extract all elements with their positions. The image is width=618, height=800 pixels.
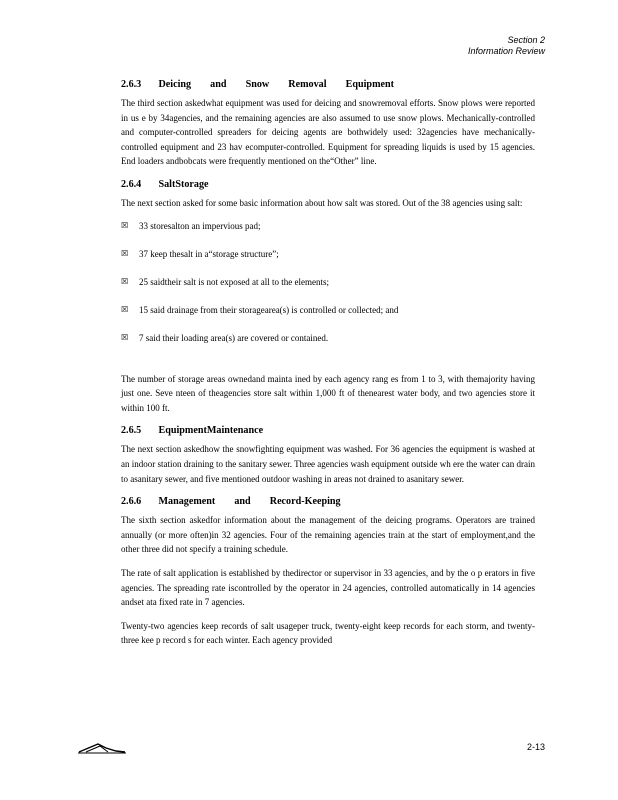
checkbox-bullet-icon: ☒: [121, 248, 129, 258]
section-heading: [121, 424, 502, 436]
list-item: [121, 332, 535, 360]
paragraph: The rate of salt application is established by thedirector or supervisor in 33 agencies, and by the o p erators in five agencies. The spreading rate iscontrolled by the operator in 24 agencies, controlled automatically in 14 agencies andset ata fixed rate in 7 agencies.: [121, 567, 535, 608]
page-number: 2-13: [526, 742, 545, 752]
section-number: 2.6.5: [121, 424, 142, 437]
header-section: Section 2: [507, 35, 545, 45]
section-title: Management and Record-Keeping: [158, 495, 341, 508]
section-title: SaltStorage: [158, 177, 209, 190]
paragraph: Twenty-two agencies keep records of salt usageper truck, twenty-eight keep records for each storm, and twenty-three kee p record s for each winter. Each agency provided: [121, 620, 535, 646]
paragraph: The next section asked for some basic information about how salt was stored. Out of the 38 agencies using salt:: [121, 197, 523, 208]
section-heading: [121, 178, 502, 190]
section-title: EquipmentMaintenance: [158, 424, 264, 437]
list-item-text: 37 keep thesalt in a“storage structure”;: [139, 248, 279, 259]
bullet-list: [121, 220, 535, 360]
list-item-text: 7 said their loading area(s) are covered or contained.: [139, 332, 329, 343]
arch-logo-icon: [78, 742, 126, 754]
section-number: 2.6.6: [121, 495, 142, 508]
paragraph: The number of storage areas ownedand mainta ined by each agency rang es from 1 to 3, with themajority having just one. Seve nteen of theagencies store salt within 1,000 ft of thenearest water body, and two agencies store it within 100 ft.: [121, 373, 535, 413]
section-number: 2.6.4: [121, 177, 142, 190]
section-heading: [121, 495, 502, 507]
section-heading: [121, 78, 502, 90]
checkbox-bullet-icon: ☒: [121, 220, 129, 230]
list-item-text: 25 saidtheir salt is not exposed at all to the elements;: [139, 276, 329, 287]
list-item: [121, 248, 535, 276]
paragraph: The third section askedwhat equipment was used for deicing and snowremoval efforts. Snow plows were reported in us e by 34agencies, and the remaining agencies are also assumed to use snow plows. Mechanically-controlled and computer-controlled spreaders for deicing agents are bothwidely used: 32agencies have mechanically-controlled equipment and 23 hav ecomputer-controlled. Equipment for spreading liquids is used by 15 agencies. End loaders andbobcats were frequently mentioned on the“Other” line.: [121, 98, 535, 167]
list-item-text: 15 said drainage from their storagearea(s) is controlled or collected; and: [139, 304, 399, 315]
checkbox-bullet-icon: ☒: [121, 276, 129, 286]
list-item: [121, 304, 535, 332]
paragraph: The sixth section askedfor information about the management of the deicing programs. Operators are trained annually (or more often)in 32 agencies. Four of the remaining agencies train at the start of employment,and the other three did not specify a training schedule.: [121, 515, 535, 555]
paragraph: The next section askedhow the snowfighting equipment was washed. For 36 agencies the equipment is washed at an indoor station draining to the sanitary sewer. Three agencies wash equipment outside wh ere the water can drain to asanitary sewer, and five mentioned outdoor washing in areas not drained to asanitary sewer.: [121, 444, 535, 484]
list-item-text: 33 storesalton an impervious pad;: [139, 220, 261, 231]
list-item: [121, 220, 535, 248]
page-content: [121, 78, 535, 657]
page-header: [468, 35, 545, 57]
section-number: 2.6.3: [121, 78, 142, 90]
checkbox-bullet-icon: ☒: [121, 304, 129, 314]
checkbox-bullet-icon: ☒: [121, 332, 129, 342]
section-title: Deicing and Snow Removal Equipment: [158, 78, 394, 90]
list-item: [121, 276, 535, 304]
header-title: Information Review: [467, 46, 545, 56]
